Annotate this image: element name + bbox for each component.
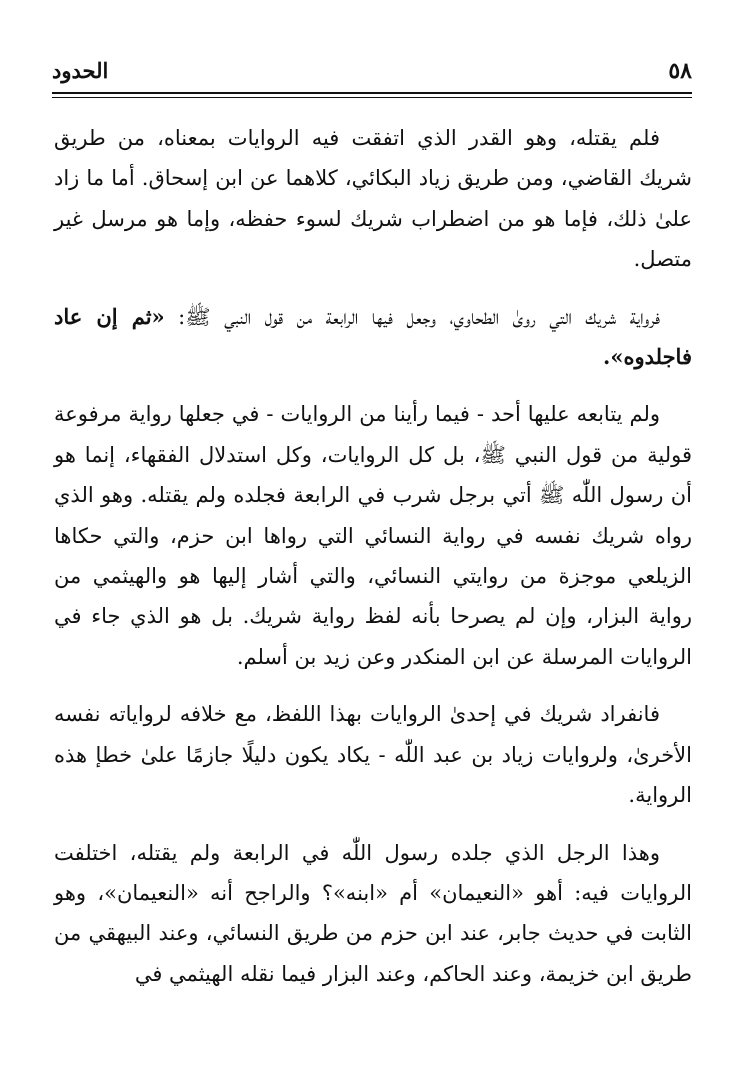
page-number: ٥٨ [668, 58, 692, 84]
paragraph-4 [54, 694, 692, 815]
paragraph-1 [54, 118, 692, 280]
paragraph-4-text: فانفراد شريك في إحدىٰ الروايات بهذا اللفظ، مع خلافه لرواياته نفسه الأخرىٰ، ولروايات زياد بن عبد اللّٰه - يكاد يكون دليلًا جازمًا علىٰ خطإ هذه الرواية. [54, 702, 692, 808]
header-rule-thin [52, 97, 692, 98]
paragraph-3-text: ولم يتابعه عليها أحد - فيما رأينا من الروايات - في جعلها رواية مرفوعة قولية من قول النبي ﷺ، بل كل الروايات، وكل استدلال الفقهاء، إنما هو أن رسول اللّٰه ﷺ أتي برجل شرب في الرابعة فجلده ولم يقتله. وهو الذي رواه شريك نفسه في رواية النسائي التي رواها ابن حزم، والتي حكاها الزيلعي موجزة من روايتي النسائي، والتي أشار إليها هو والهيثمي من رواية البزار، وإن لم يصرحا بأنه لفظ رواية شريك. بل هو الذي جاء في الروايات المرسلة عن ابن المنكدر وعن زيد بن أسلم. [54, 402, 692, 669]
paragraph-2-text: فرواية شريك التي روىٰ الطحاوي، وجعل فيها الرابعة من قول النبي ﷺ: [178, 304, 660, 329]
hadith-quote: «ثم إن عاد فاجلدوه». [54, 303, 692, 370]
header-rule-thick [52, 92, 692, 94]
body-text [54, 118, 692, 1011]
paragraph-1-text: فلم يقتله، وهو القدر الذي اتفقت فيه الروايات بمعناه، من طريق شريك القاضي، ومن طريق زياد البكائي، كلاهما عن ابن إسحاق. أما ما زاد علىٰ ذلك، فإما هو من اضطراب شريك لسوء حفظه، وإما هو مرسل غير متصل. [54, 126, 692, 272]
paragraph-5-text: وهذا الرجل الذي جلده رسول اللّٰه في الرابعة ولم يقتله، اختلفت الروايات فيه: أهو «النعيمان» أم «ابنه»؟ والراجح أنه «النعيمان»، وهو الثابت في حديث جابر، عند ابن حزم من طريق النسائي، وعند البيهقي من طريق ابن خزيمة، وعند الحاكم، وعند البزار فيما نقله الهيثمي في [54, 840, 692, 986]
paragraph-3 [54, 394, 692, 677]
paragraph-5 [54, 833, 692, 995]
page-header [52, 56, 692, 90]
running-title: الحدود [52, 58, 109, 83]
paragraph-2 [54, 297, 692, 378]
